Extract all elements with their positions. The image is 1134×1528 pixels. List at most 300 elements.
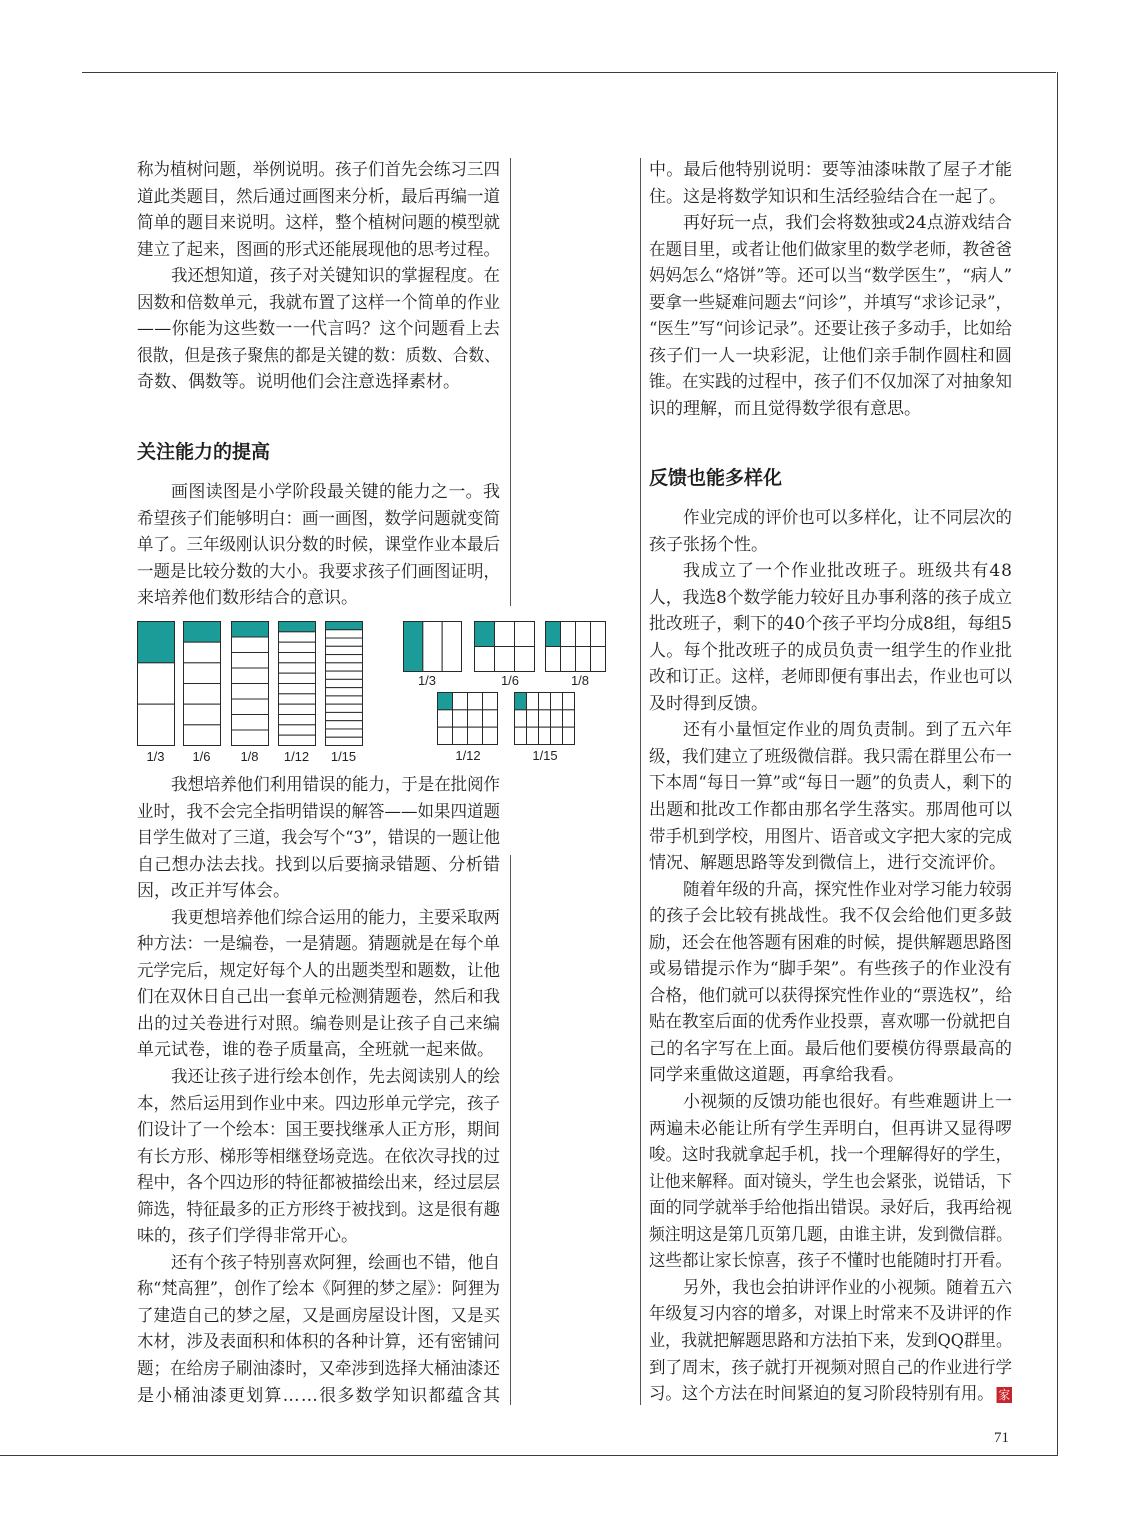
text-line-content [171,905,500,932]
fraction-grid-cell [563,693,575,710]
text-line [649,184,1012,211]
fraction-grid-cell [453,710,468,727]
fraction-bar-segment [326,646,363,654]
text-line-content [649,1062,904,1089]
fraction-grid-cell [563,710,575,727]
text-line-content [649,290,1012,317]
text-line [137,237,500,264]
text-line [137,772,500,799]
text-line-content [649,770,1012,797]
fraction-grid-shaded-cell [475,622,495,647]
text-line-text: 出题和批改工作都由那名学生落实。那周他可以 [649,800,1013,821]
fraction-grid-cell [495,622,515,647]
text-line-text: 有长方形、梯形等相继登场竞选。在依次寻找的过 [137,1146,500,1167]
text-line-text: 合格，他们就可以获得探究性作业的“票选权”，给 [649,985,1012,1006]
fraction-grid-shaded-cell [546,622,561,647]
text-line-text: 我更想培养他们综合运用的能力，主要采取两 [171,907,500,928]
fraction-grid-cell [483,727,498,744]
text-line-text: 及时得到反馈。 [649,693,768,714]
text-line-text: 己的名字写在上面。最后他们要模仿得票最高的 [649,1038,1013,1059]
fraction-grid-cell [475,647,495,672]
fraction-bar-segment [326,696,363,704]
text-line [649,585,1012,612]
text-line-text: 自己想办法去找。找到以后要摘录错题、分析错 [137,854,501,875]
text-line-content [137,1276,500,1303]
right-column-intro [649,157,1012,422]
text-line [137,1223,500,1250]
text-line-text: 频注明这是第几页第几题，由谁主讲，发到微信群。 [649,1224,1012,1245]
text-line-content [649,157,1012,184]
text-line-content [649,1036,1012,1063]
text-line-text: 我还想知道，孩子对关键知识的掌握程度。在 [171,266,500,287]
text-line [137,1356,500,1383]
text-line [137,1011,500,1038]
text-line-text: 或易错提示作为“脚手架”。有些孩子的作业没有 [649,959,1013,980]
text-line-text: 随着年级的升高，探究性作业对学习能力较弱 [683,879,1012,900]
fraction-bar-segment [232,684,269,700]
text-line-text: 程中，各个四边形的特征都被描绘出来，经过层层 [137,1173,500,1194]
text-line-text: 业，我就把解题思路和方法拍下来，发到QQ群里。 [649,1330,1012,1351]
fraction-bar-segment [326,721,363,729]
text-line [137,479,500,506]
text-line-text: 目学生做对了三道，我会写个“3”，错误的一题让他 [137,828,500,849]
fraction-bar-segment [279,694,316,704]
text-line [137,1276,500,1303]
text-line-text: 面的同学就举手给他指出错误。录好后，我再给视 [649,1198,1012,1219]
text-line [649,210,1012,237]
text-line-text: 单元试卷，谁的卷子质量高，全班就一起来做。 [137,1040,494,1061]
fraction-bar-segment [326,737,363,745]
text-line-text: 们在双休日自己出一套单元检测猜题卷，然后和我 [137,987,500,1008]
fraction-bar-segment [232,715,269,731]
text-line-text: “医生”写“问诊记录”。还要让孩子多动手，比如给 [649,319,1012,340]
fraction-grid-cell [551,710,563,727]
text-line-content [649,263,1012,290]
text-line-content [137,1197,500,1224]
text-line-content [171,1250,500,1277]
text-line [649,983,1012,1010]
fraction-grid-cell [539,710,551,727]
text-line-content [137,290,500,317]
text-line-content [683,1089,1012,1116]
text-line [137,931,500,958]
text-line [137,905,500,932]
text-line-text: 贴在教室后面的优秀作业投票，喜欢哪一份就把自 [649,1012,1012,1033]
fraction-grid-cell [591,647,606,672]
fraction-grid-cell [539,693,551,710]
fraction-bar [326,622,363,765]
text-line [649,343,1012,370]
text-line [649,1195,1012,1222]
text-line-content [137,585,358,612]
fraction-bar-segment [279,653,316,663]
paragraph [137,263,500,396]
left-column-section-text-after-figure [137,772,500,1409]
paragraph [649,717,1012,876]
text-line-content [649,1248,1012,1275]
fraction-figure [130,612,610,772]
text-line-text: 很散，但是孩子聚焦的都是关键的数：质数、合数、 [137,345,500,366]
fraction-bar-segment [326,729,363,737]
text-line [137,984,500,1011]
left-column-divider-lower [510,855,511,1405]
text-line-text: 作业完成的评价也可以多样化，让不同层次的 [683,508,1012,528]
fraction-bar-segment [232,730,269,746]
text-line [649,1009,1012,1036]
text-line [649,237,1012,264]
text-line [137,1250,500,1277]
text-line-text: 们设计了一个绘本：国王要找继承人正方形，期间 [137,1120,500,1141]
paragraph [137,1064,500,1250]
text-line-text: 唆。这时我就拿起手机，找一个理解得好的学生， [649,1145,1012,1166]
text-line-text: 画图读图是小学阶段最关键的能力之一。我 [171,482,501,502]
text-line-content [649,983,1012,1010]
fraction-grid-cell [561,647,576,672]
fraction-grid-cell [483,693,498,710]
text-line-content [683,505,1012,532]
text-line-text: 孩子们一人一块彩泥，让他们亲手制作圆柱和圆 [649,345,1013,366]
fraction-bar-segment [138,704,175,745]
text-line [137,958,500,985]
fraction-bar-segment [279,725,316,735]
text-line-content [137,1303,500,1330]
text-line-text: 业时，我不会完全指明错误的解答——如果四道题 [137,801,500,822]
text-line-text: 道此类题目，然后通过画图来分析，最后再编一道 [137,186,500,207]
text-line [137,1383,500,1410]
text-line-content [137,559,500,586]
text-line-content [137,1091,500,1118]
text-line-text: 一题是比较分数的大小。我要求孩子们画图证明， [137,561,500,582]
text-line [649,956,1012,983]
text-line-content [137,1011,500,1038]
text-line [649,1062,1012,1089]
fraction-bar-segment [232,653,269,669]
text-line-text: 了建造自己的梦之屋，又是画房屋设计图，又是买 [137,1305,500,1326]
text-line-content [137,210,500,237]
text-line [649,664,1012,691]
text-line-text: 还有个孩子特别喜欢阿狸，绘画也不错，他自 [171,1252,500,1273]
text-line [649,396,1012,423]
paragraph [649,210,1012,422]
text-line-content [137,157,500,184]
text-line [649,1301,1012,1328]
fraction-grid-cell [561,622,576,647]
fraction-bar-segment [184,725,221,746]
text-line-content [171,479,500,506]
text-line-text: 年级复习内容的增多，对课上时常来不及讲评的作 [649,1304,1012,1325]
text-line-content [137,1144,500,1171]
fraction-bar-segment [232,699,269,715]
page-number: 71 [994,1430,1009,1446]
text-line-text: 元学完后，规定好每个人的出题类型和题数，让他 [137,960,500,981]
text-line [137,1064,500,1091]
fraction-grid [515,693,575,764]
fraction-bar-label: 1/12 [283,749,310,764]
text-line-content [649,343,1012,370]
text-line [137,290,500,317]
paragraph [649,1089,1012,1275]
section-heading-ability: 关注能力的提高 [137,441,271,463]
paragraph [137,479,500,612]
text-line-content [137,369,460,396]
fraction-bar-shaded-segment [326,622,363,630]
text-line [137,585,500,612]
left-column-section-text-before-figure [137,479,500,612]
fraction-grid-cell [515,622,535,647]
text-line-content [137,1170,500,1197]
text-line-text: 建立了起来，图画的形式还能展现他的思考过程。 [137,239,500,260]
text-line-content [137,852,500,879]
text-line-text: 希望孩子们能够明白：画一画图，数学问题就变简 [137,508,500,529]
text-line-content [649,1328,1012,1355]
text-line-content [137,1356,500,1383]
text-line-text: 孩子张扬个性。 [649,534,768,555]
fraction-bar-segment [184,642,221,663]
text-line-text: 称为植树问题，举例说明。孩子们首先会练习三四 [137,160,500,180]
text-line [137,799,500,826]
text-line [137,852,500,879]
text-line-text: 因数和倍数单元，我就布置了这样一个简单的作业 [137,292,500,313]
text-line [137,184,500,211]
text-line [649,744,1012,771]
text-line-text: 人。每个批改班子的成员负责一组学生的作业批 [649,640,1013,661]
text-line-text: 出的过关卷进行对照。编卷则是让孩子自己来编 [137,1013,501,1034]
text-line [137,263,500,290]
text-line [649,1222,1012,1249]
fraction-bar-label: 1/8 [240,749,259,764]
fraction-grid-label: 1/12 [455,748,481,763]
text-line [649,877,1012,904]
fraction-bar-segment [279,704,316,714]
fraction-bar [232,622,269,765]
text-line-content [137,532,500,559]
text-line-content [137,1223,358,1250]
fraction-grid-cell [563,727,575,744]
text-line [649,1275,1012,1302]
text-line [649,770,1012,797]
article-end-mark: 家 [998,1387,1011,1402]
fraction-bar-segment [279,715,316,725]
fraction-grid-cell [423,622,442,672]
text-line-text: 还有小量恒定作业的周负责制。到了五六年 [683,720,1013,741]
text-line-content [137,825,500,852]
text-line-content [649,532,768,559]
text-line-text: 题；在给房子刷油漆时，又牵涉到选择大桶油漆还 [137,1359,500,1380]
text-line [649,1116,1012,1143]
fraction-grid-cell [438,710,453,727]
text-line [649,1248,1012,1275]
left-column-divider-upper [510,158,511,606]
fraction-grid-cell [576,647,591,672]
text-line [649,824,1012,851]
fraction-bar-segment [232,668,269,684]
text-line-content [683,1275,1012,1302]
fraction-bar-segment [184,684,221,705]
text-line-content [137,984,500,1011]
text-line-text: 同学来重做这道题，再拿给我看。 [649,1065,904,1086]
text-line-text: 下本周“每日一算”或“每日一题”的负责人，剩下的 [649,773,1012,794]
text-line [137,1037,500,1064]
fraction-grid [475,622,535,689]
text-line [649,316,1012,343]
text-line-text: 另外，我也会拍讲评作业的小视频。随着五六 [683,1277,1012,1298]
right-column-section-text [649,505,1012,1408]
fraction-bar-segment [184,704,221,725]
fraction-grid-shaded-cell [515,693,527,710]
fraction-bar-segment [326,679,363,687]
fraction-grid-cell [453,693,468,710]
fraction-grid-label: 1/15 [532,748,558,763]
left-column-intro [137,157,500,396]
text-line-content [649,1169,1012,1196]
fraction-grid-cell [551,727,563,744]
fraction-grid-cell [527,710,539,727]
text-line [137,532,500,559]
text-line-content [649,903,1012,930]
fraction-bar-segment [326,630,363,638]
text-line-text: 筛选，特征最多的正方形终于被找到。这是很有趣 [137,1199,500,1220]
text-line [649,797,1012,824]
text-line-content [171,1064,500,1091]
text-line-content [137,1037,494,1064]
text-line-content [137,237,500,264]
fraction-grid [546,622,606,689]
text-line-text: 这些都让家长惊喜，孩子不懂时也能随时打开看。 [649,1251,1012,1272]
text-line-content [649,824,1012,851]
text-line-content [649,585,1012,612]
fraction-bar [279,622,316,765]
text-line [649,290,1012,317]
text-line-text: 是小桶油漆更划算……很多数学知识都蕴含其 [137,1385,502,1406]
fraction-bar-segment [326,688,363,696]
text-line-content [137,799,500,826]
text-line-content [683,877,1012,904]
fraction-bar-label: 1/6 [192,749,211,764]
right-column-divider [640,158,641,1405]
text-line-text: 批改班子，剩下的40个孩子平均分成8组，每组5 [649,614,1012,635]
text-line-text: 本，然后运用到作业中来。四边形单元学完，孩子 [137,1093,500,1114]
text-line-content [649,184,1006,211]
text-line-text: 中。最后他特别说明：要等油漆味散了屋子才能 [649,160,1013,180]
text-line-text: 住。这是将数学知识和生活经验结合在一起了。 [649,186,1006,207]
text-line-text: 奇数、偶数等。说明他们会注意选择素材。 [137,372,460,393]
paragraph [137,1250,500,1409]
text-line-text: 锥。在实践的过程中，孩子们不仅加深了对抽象知 [649,372,1012,393]
paragraph [649,1275,1012,1408]
fraction-grid-cell [527,727,539,744]
paragraph [649,558,1012,717]
fraction-bar-segment [184,663,221,684]
text-line-content [649,611,1012,638]
text-line [137,1091,500,1118]
fraction-bar-segment [326,704,363,712]
text-line-text: 要拿一些疑难问题去“问诊”，并填写“求诊记录”， [649,292,1012,313]
text-line [649,850,1012,877]
text-line [137,210,500,237]
fraction-grid-cell [515,710,527,727]
fraction-bar-segment [326,663,363,671]
text-line-content [649,316,1012,343]
text-line-text: 我成立了一个作业批改班子。班级共有48 [683,561,1014,582]
fraction-bar-segment [279,642,316,652]
text-line-content [683,717,1012,744]
text-line [137,506,500,533]
text-line-content [649,1142,1012,1169]
text-line-content [137,958,500,985]
text-line [649,157,1012,184]
paragraph [137,772,500,905]
text-line-content [649,237,1012,264]
text-line [649,691,1012,718]
text-line-text: 带手机到学校，用图片、语音或文字把大家的完成 [649,826,1012,847]
text-line-content [137,184,500,211]
text-line-text: 再好玩一点，我们会将数独或24点游戏结合 [683,213,1013,234]
text-line-text: 习。这个方法在时间紧迫的复习阶段特别有用。 [649,1384,994,1405]
text-line [137,343,500,370]
text-line [649,1036,1012,1063]
text-line-content [137,343,500,370]
text-line-content [683,558,1013,585]
text-line-content [649,1195,1012,1222]
fraction-grid-cell [442,622,461,672]
paragraph [137,905,500,1064]
fraction-grid-cell [551,693,563,710]
text-line [649,1381,1012,1408]
paragraph [649,157,1012,210]
text-line [137,369,500,396]
text-line [649,930,1012,957]
fraction-grid-cell [495,647,515,672]
text-line-content [649,1355,1012,1382]
text-line-content [649,850,1006,877]
text-line [649,1328,1012,1355]
fraction-bar-segment [326,671,363,679]
text-line [649,532,1012,559]
fraction-bar-shaded-segment [184,622,221,643]
text-line-text: 木材，涉及表面积和体积的各种计算，还有密铺问 [137,1332,500,1353]
text-line-text: 简单的题目来说明。这样，整个植树问题的模型就 [137,213,500,234]
text-line-text: 我还让孩子进行绘本创作，先去阅读别人的绘 [171,1067,500,1088]
fraction-grid-label: 1/6 [500,673,520,688]
text-line [649,903,1012,930]
fraction-grid-label: 1/8 [570,673,590,688]
text-line [649,1089,1012,1116]
text-line [649,505,1012,532]
fraction-grid-label: 1/3 [417,673,437,688]
fraction-grid-cell [468,727,483,744]
paragraph [649,877,1012,1089]
text-line-content [171,772,500,799]
text-line-content [683,210,1012,237]
fraction-bar-shaded-segment [138,622,175,663]
fraction-bar-label: 1/15 [330,749,357,764]
text-line [649,1169,1012,1196]
section-heading-feedback: 反馈也能多样化 [649,467,783,489]
text-line [137,1303,500,1330]
text-line [137,1197,500,1224]
text-line [649,638,1012,665]
text-line [649,558,1012,585]
text-line-content [649,1381,1012,1408]
text-line-content [649,396,921,423]
text-line [649,1355,1012,1382]
fraction-grid-cell [515,647,535,672]
text-line-text: 两遍未必能让所有学生弄明白，但再讲又显得啰 [649,1118,1013,1139]
text-line-text: 种方法：一是编卷，一是猜题。猜题就是在每个单 [137,934,500,955]
text-line-content [137,1329,500,1356]
text-line-text: 人，我选8个数学能力较好且办事利落的孩子成立 [649,587,1012,608]
fraction-bar-shaded-segment [232,622,269,638]
